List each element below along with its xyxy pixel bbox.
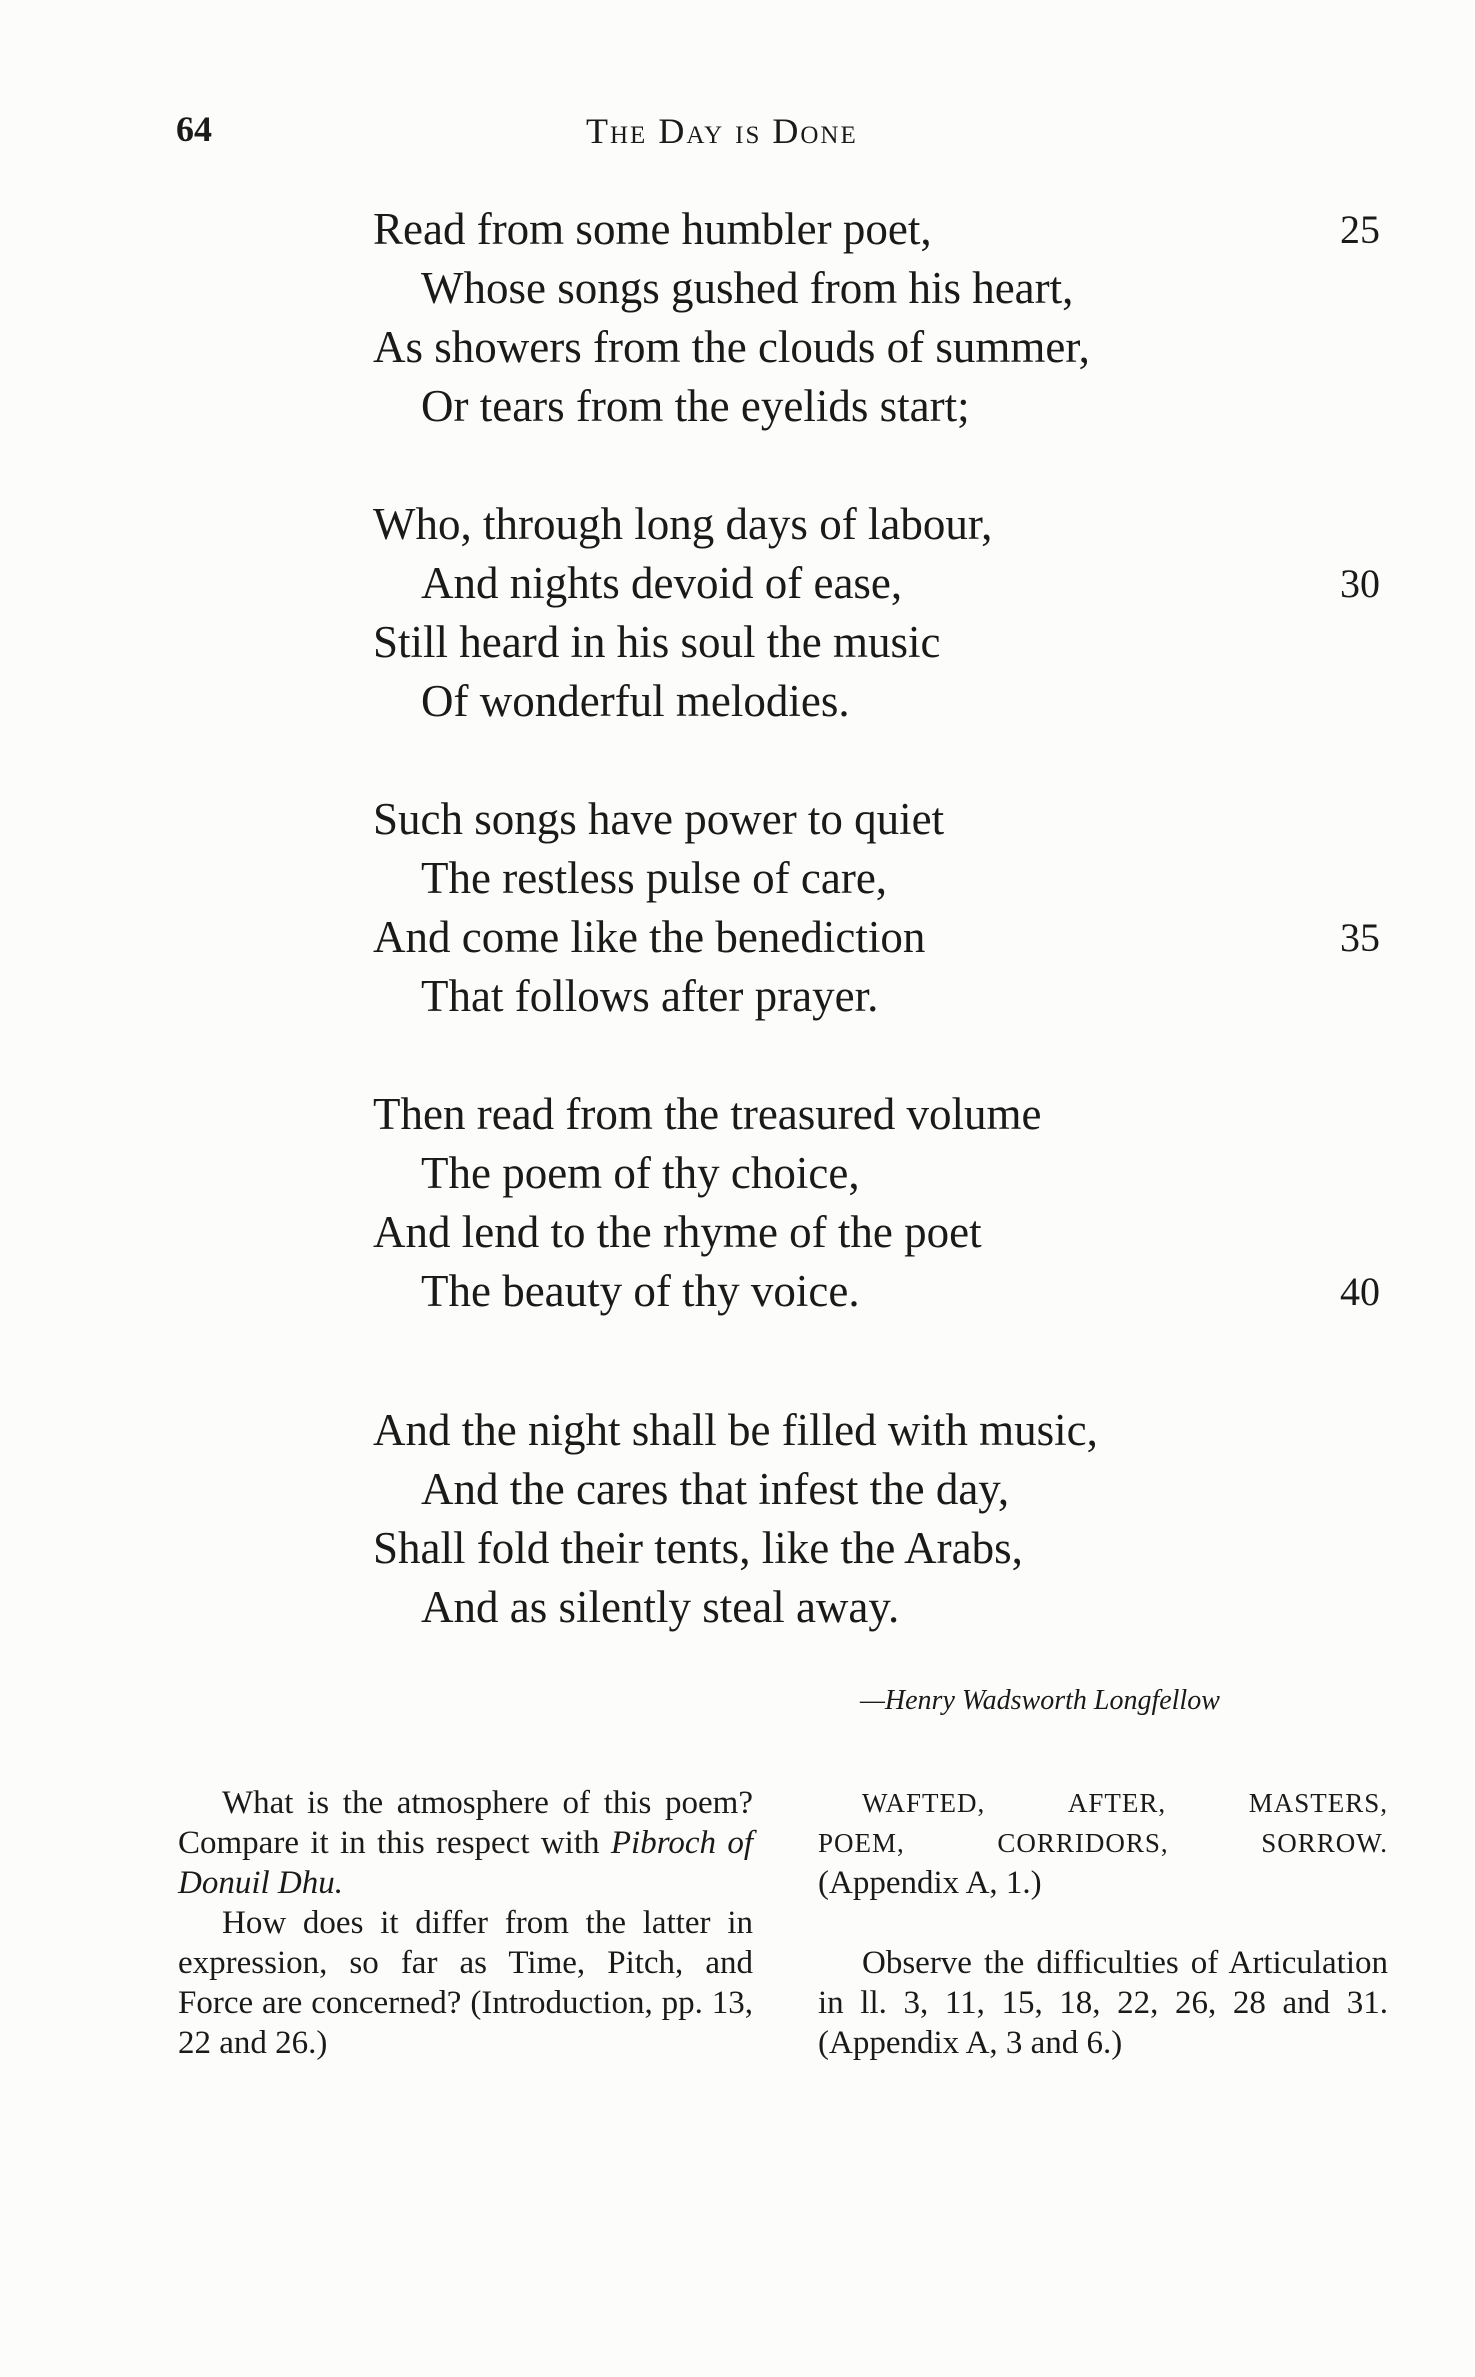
poem-line: [373, 377, 1393, 436]
poem-line: [373, 200, 1393, 259]
stanza: [373, 790, 1393, 1026]
poem-line: [373, 790, 1393, 849]
line-text: And the night shall be filled with music,: [373, 1405, 1098, 1455]
line-text: Then read from the treasured volume: [373, 1089, 1042, 1139]
line-text: That follows after prayer.: [421, 971, 879, 1021]
note-question-atmosphere: [178, 1783, 753, 1903]
poem-line: [373, 1262, 1393, 1321]
stanza: [373, 1401, 1393, 1637]
page-number: 64: [176, 109, 212, 149]
line-text: As showers from the clouds of summer,: [373, 322, 1090, 372]
line-text: The beauty of thy voice.: [421, 1266, 860, 1316]
line-text: The restless pulse of care,: [421, 853, 888, 903]
poem-line: [373, 1085, 1393, 1144]
note-question-expression: How does it differ from the latter in expression, so far as Time, Pitch, and Force are concerned? (Introduction, pp. 13, 22 and 26.): [178, 1905, 753, 2061]
poem-line: [373, 318, 1393, 377]
stanza: [373, 1085, 1393, 1321]
poem-line: [373, 1401, 1393, 1460]
poem-line: [373, 613, 1393, 672]
study-notes-left: [178, 1783, 753, 2063]
line-text: And lend to the rhyme of the poet: [373, 1207, 982, 1257]
line-text: Read from some humbler poet,: [373, 204, 932, 254]
poem: [373, 200, 1393, 1637]
poem-line: [373, 908, 1393, 967]
line-text: Still heard in his soul the music: [373, 617, 941, 667]
line-text: And come like the benediction: [373, 912, 926, 962]
pronunciation-word: POEM,: [818, 1828, 905, 1858]
line-number: 30: [1340, 561, 1380, 606]
pronunciation-reference: (Appendix A, 1.): [818, 1865, 1042, 1901]
line-number: 40: [1340, 1269, 1380, 1314]
poem-line: [373, 672, 1393, 731]
line-text: And the cares that infest the day,: [421, 1464, 1010, 1514]
pronunciation-word: WAFTED,: [862, 1788, 986, 1818]
line-text: Such songs have power to quiet: [373, 794, 945, 844]
poem-line: [373, 1578, 1393, 1637]
line-text: And as silently steal away.: [421, 1582, 900, 1632]
pronunciation-word: SORROW.: [1261, 1828, 1388, 1858]
pronunciation-word: AFTER,: [1067, 1788, 1167, 1818]
poem-line: [373, 1203, 1393, 1262]
line-text: Shall fold their tents, like the Arabs,: [373, 1523, 1023, 1573]
page-header: [0, 108, 1475, 168]
line-text: And nights devoid of ease,: [421, 558, 903, 608]
pronunciation-words-row: [818, 1783, 1388, 1823]
line-text: Of wonderful melodies.: [421, 676, 850, 726]
line-text: Who, through long days of labour,: [373, 499, 993, 549]
poem-line: [373, 1519, 1393, 1578]
pronunciation-word: MASTERS,: [1248, 1788, 1388, 1818]
stanza: [373, 495, 1393, 731]
study-notes-right: [818, 1783, 1388, 2063]
stanza: [373, 200, 1393, 436]
line-text: Or tears from the eyelids start;: [421, 381, 970, 431]
line-text: The poem of thy choice,: [421, 1148, 860, 1198]
pronunciation-word: CORRIDORS,: [997, 1828, 1169, 1858]
poem-line: [373, 849, 1393, 908]
line-number: 35: [1340, 915, 1380, 960]
note-text: What is the atmosphere of this poem? Compare it in this respect with: [178, 1785, 753, 1861]
poem-line: [373, 1460, 1393, 1519]
poem-line: [373, 1144, 1393, 1203]
poem-line: [373, 259, 1393, 318]
pronunciation-words-row: [818, 1823, 1388, 1863]
line-text: Whose songs gushed from his heart,: [421, 263, 1074, 313]
line-number: 25: [1340, 207, 1380, 252]
poem-attribution: —Henry Wadsworth Longfellow: [860, 1685, 1220, 1716]
poem-line: [373, 554, 1393, 613]
note-poem-title: Pibroch of Donuil Dhu.: [178, 1825, 753, 1901]
running-title: The Day is Done: [586, 111, 858, 151]
note-articulation: Observe the difficulties of Articulation in ll. 3, 11, 15, 18, 22, 26, 28 and 31. (Appendix A, 3 and 6.): [818, 1945, 1388, 2061]
poem-line: [373, 495, 1393, 554]
poem-line: [373, 967, 1393, 1026]
